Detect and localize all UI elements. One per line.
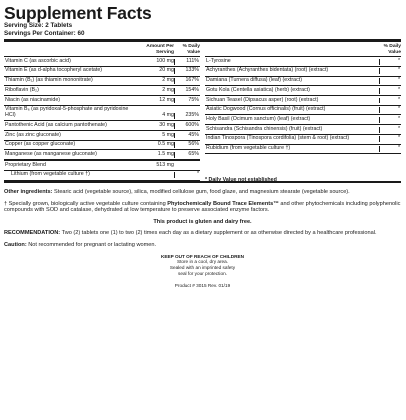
nutrient-row [4,131,200,141]
botanical-name: Achyranthes (Achyranthes bidentata) (root) (extract) [206,67,329,74]
botanical-dv: * [379,117,401,123]
nutrient-dv: 111% [174,59,200,65]
nutrient-dv: 167% [174,78,200,84]
nutrient-name: Lithium (from vegetable culture †) [11,171,90,178]
left-column [4,42,200,180]
botanical-name: Rubidium (from vegetable culture †) [206,145,291,152]
nutrient-name: Vitamin B₆ (as pyridoxal-5-phosphate and pyridoxine HCl) [5,106,129,119]
botanical-row [205,86,401,96]
nutrient-name: Pantothenic Acid (as calcium pantothenate) [5,121,107,128]
botanical-row [205,135,401,145]
nutrient-name: Vitamin C (as ascorbic acid) [5,57,71,64]
nutrient-dv: 75% [174,98,200,104]
nutrient-amount: 20 mg [159,67,174,74]
nutrient-dv: 154% [174,88,200,94]
nutrient-row [4,106,200,122]
storage-line-3: seal for your protection. [178,270,227,276]
botanical-row [205,67,401,77]
dv-header: % Daily Value [182,44,200,55]
rec-label: RECOMMENDATION: [4,230,61,237]
nutrient-row [4,141,200,151]
product-number: Product # 3015 Rev. 01/19 [174,282,231,288]
botanical-dv: * [379,146,401,152]
nutrient-amount: 100 mg [156,57,174,64]
nutrient-amount: 30 mg [159,121,174,128]
nutrient-dv: * [174,172,200,178]
nutrient-row [4,150,200,161]
botanical-name: Asiatic Dogwood (Cornus officinalis) (fruit) (extract) [206,106,326,113]
caution-text: Not recommended for pregnant or lactating women. [26,241,157,248]
botanical-row [205,106,401,116]
nutrient-row [4,67,200,77]
other-text: Stearic acid (vegetable source), silica, modified cellulose gum, food glaze, and magnesium stearate (vegetable source). [52,189,350,196]
dagger-pre: † Specially grown, biologically active vegetable culture containing [4,200,168,207]
panel-title: Supplement Facts [4,3,152,23]
nutrient-name: Niacin (as niacinamide) [5,96,61,103]
nutrient-name: Proprietary Blend [5,161,46,168]
botanical-name: Holy Basil (Ocimum sanctum) (leaf) (extract) [206,115,311,122]
botanical-name: Gotu Kola (Centella asiatica) (herb) (extract) [206,86,310,93]
botanical-name: Sichuan Teasel (Dipsacus asper) (root) (extract) [206,96,319,103]
nutrient-dv: 600% [174,123,200,129]
botanical-name: Schisandra (Schisandra chinensis) (fruit) (extract) [206,125,323,132]
botanical-row [205,145,401,155]
botanical-dv: * [379,107,401,113]
botanical-row [205,96,401,106]
nutrient-amount: 4 mg [162,112,174,119]
nutrient-dv: 235% [174,113,200,119]
dagger-post: and other phytochemicals including polyphenolic compounds with SOD and catalase, dehydrated at low temperature to preserve associated enzyme factors. [4,200,401,214]
botanical-dv: * [379,59,401,65]
nutrient-dv: 56% [174,142,200,148]
dv-header-right: % Daily Value [383,44,401,55]
caution [4,242,401,249]
nutrient-row [4,96,200,106]
dagger-note [4,201,401,214]
gluten-statement: This product is gluten and dairy free. [153,219,252,226]
serving-size: Serving Size: 2 Tablets [4,22,73,29]
other-label: Other ingredients: [4,189,53,196]
right-header [205,42,401,57]
nutrient-name: Thiamin (B₁) (as thiamin mononitrate) [5,77,93,84]
supplement-facts-panel [4,4,401,288]
caution-label: Caution: [4,241,27,248]
nutrient-amount: 2 mg [162,86,174,93]
botanical-name: Damiana (Turnera diffusa) (leaf) (extract) [206,77,302,84]
keep-out-warning: KEEP OUT OF REACH OF CHILDREN [161,253,244,259]
nutrient-row [4,86,200,96]
nutrient-row [4,57,200,67]
nutrient-row [4,171,200,181]
nutrient-amount: 0.5 mg [157,141,174,148]
other-ingredients [4,189,401,196]
nutrient-name: Copper (as copper gluconate) [5,141,76,148]
botanical-row [205,115,401,125]
botanical-row [205,57,401,67]
botanical-row [205,77,401,87]
nutrient-dv: 133% [174,68,200,74]
recommendation [4,230,401,237]
dv-note: * Daily Value not established [205,177,277,184]
botanical-dv: * [379,136,401,142]
nutrient-row [4,77,200,87]
botanical-dv: * [379,88,401,94]
nutrient-amount: 5 mg [162,131,174,138]
nutrient-dv: 45% [174,133,200,139]
nutrient-name: Manganese (as manganese gluconate) [5,150,97,157]
nutrient-amount: 513 mg [156,161,174,168]
storage-line-2: Sealed with an imprinted safety [169,265,236,271]
nutrient-row [4,121,200,131]
nutrient-name: Riboflavin (B₂) [5,86,39,93]
storage-block [4,254,401,277]
left-header [4,42,200,57]
dagger-bold: Phytochemically Bound Trace Elements™ [167,200,279,207]
storage-line-1: Store in a cool, dry area. [176,259,229,265]
servings-per-container: Servings Per Container: 60 [4,29,85,37]
right-column [205,42,401,180]
nutrient-name: Zinc (as zinc gluconate) [5,131,61,138]
botanical-dv: * [379,127,401,133]
nutrient-amount: 2 mg [162,77,174,84]
amount-header: Amount Per Serving [146,44,174,55]
botanical-dv: * [379,98,401,104]
botanical-name: L-Tyrosine [206,57,231,64]
nutrient-amount: 1.5 mg [157,150,174,157]
botanical-dv: * [379,78,401,84]
nutrient-row [4,161,200,171]
botanical-name: Indian Tinospora (Tinospora cordifolia) (stem & root) (extract) [206,135,350,142]
botanical-dv: * [379,68,401,74]
facts-columns [4,42,401,180]
rec-text: Two (2) tablets one (1) to two (2) times each day as a dietary supplement or as otherwise directed by a healthcare professional. [60,230,377,237]
nutrient-dv: 65% [174,152,200,158]
nutrient-amount: 12 mg [159,96,174,103]
botanical-row [205,125,401,135]
nutrient-name: Vitamin E (as d-alpha tocopheryl acetate) [5,67,103,74]
